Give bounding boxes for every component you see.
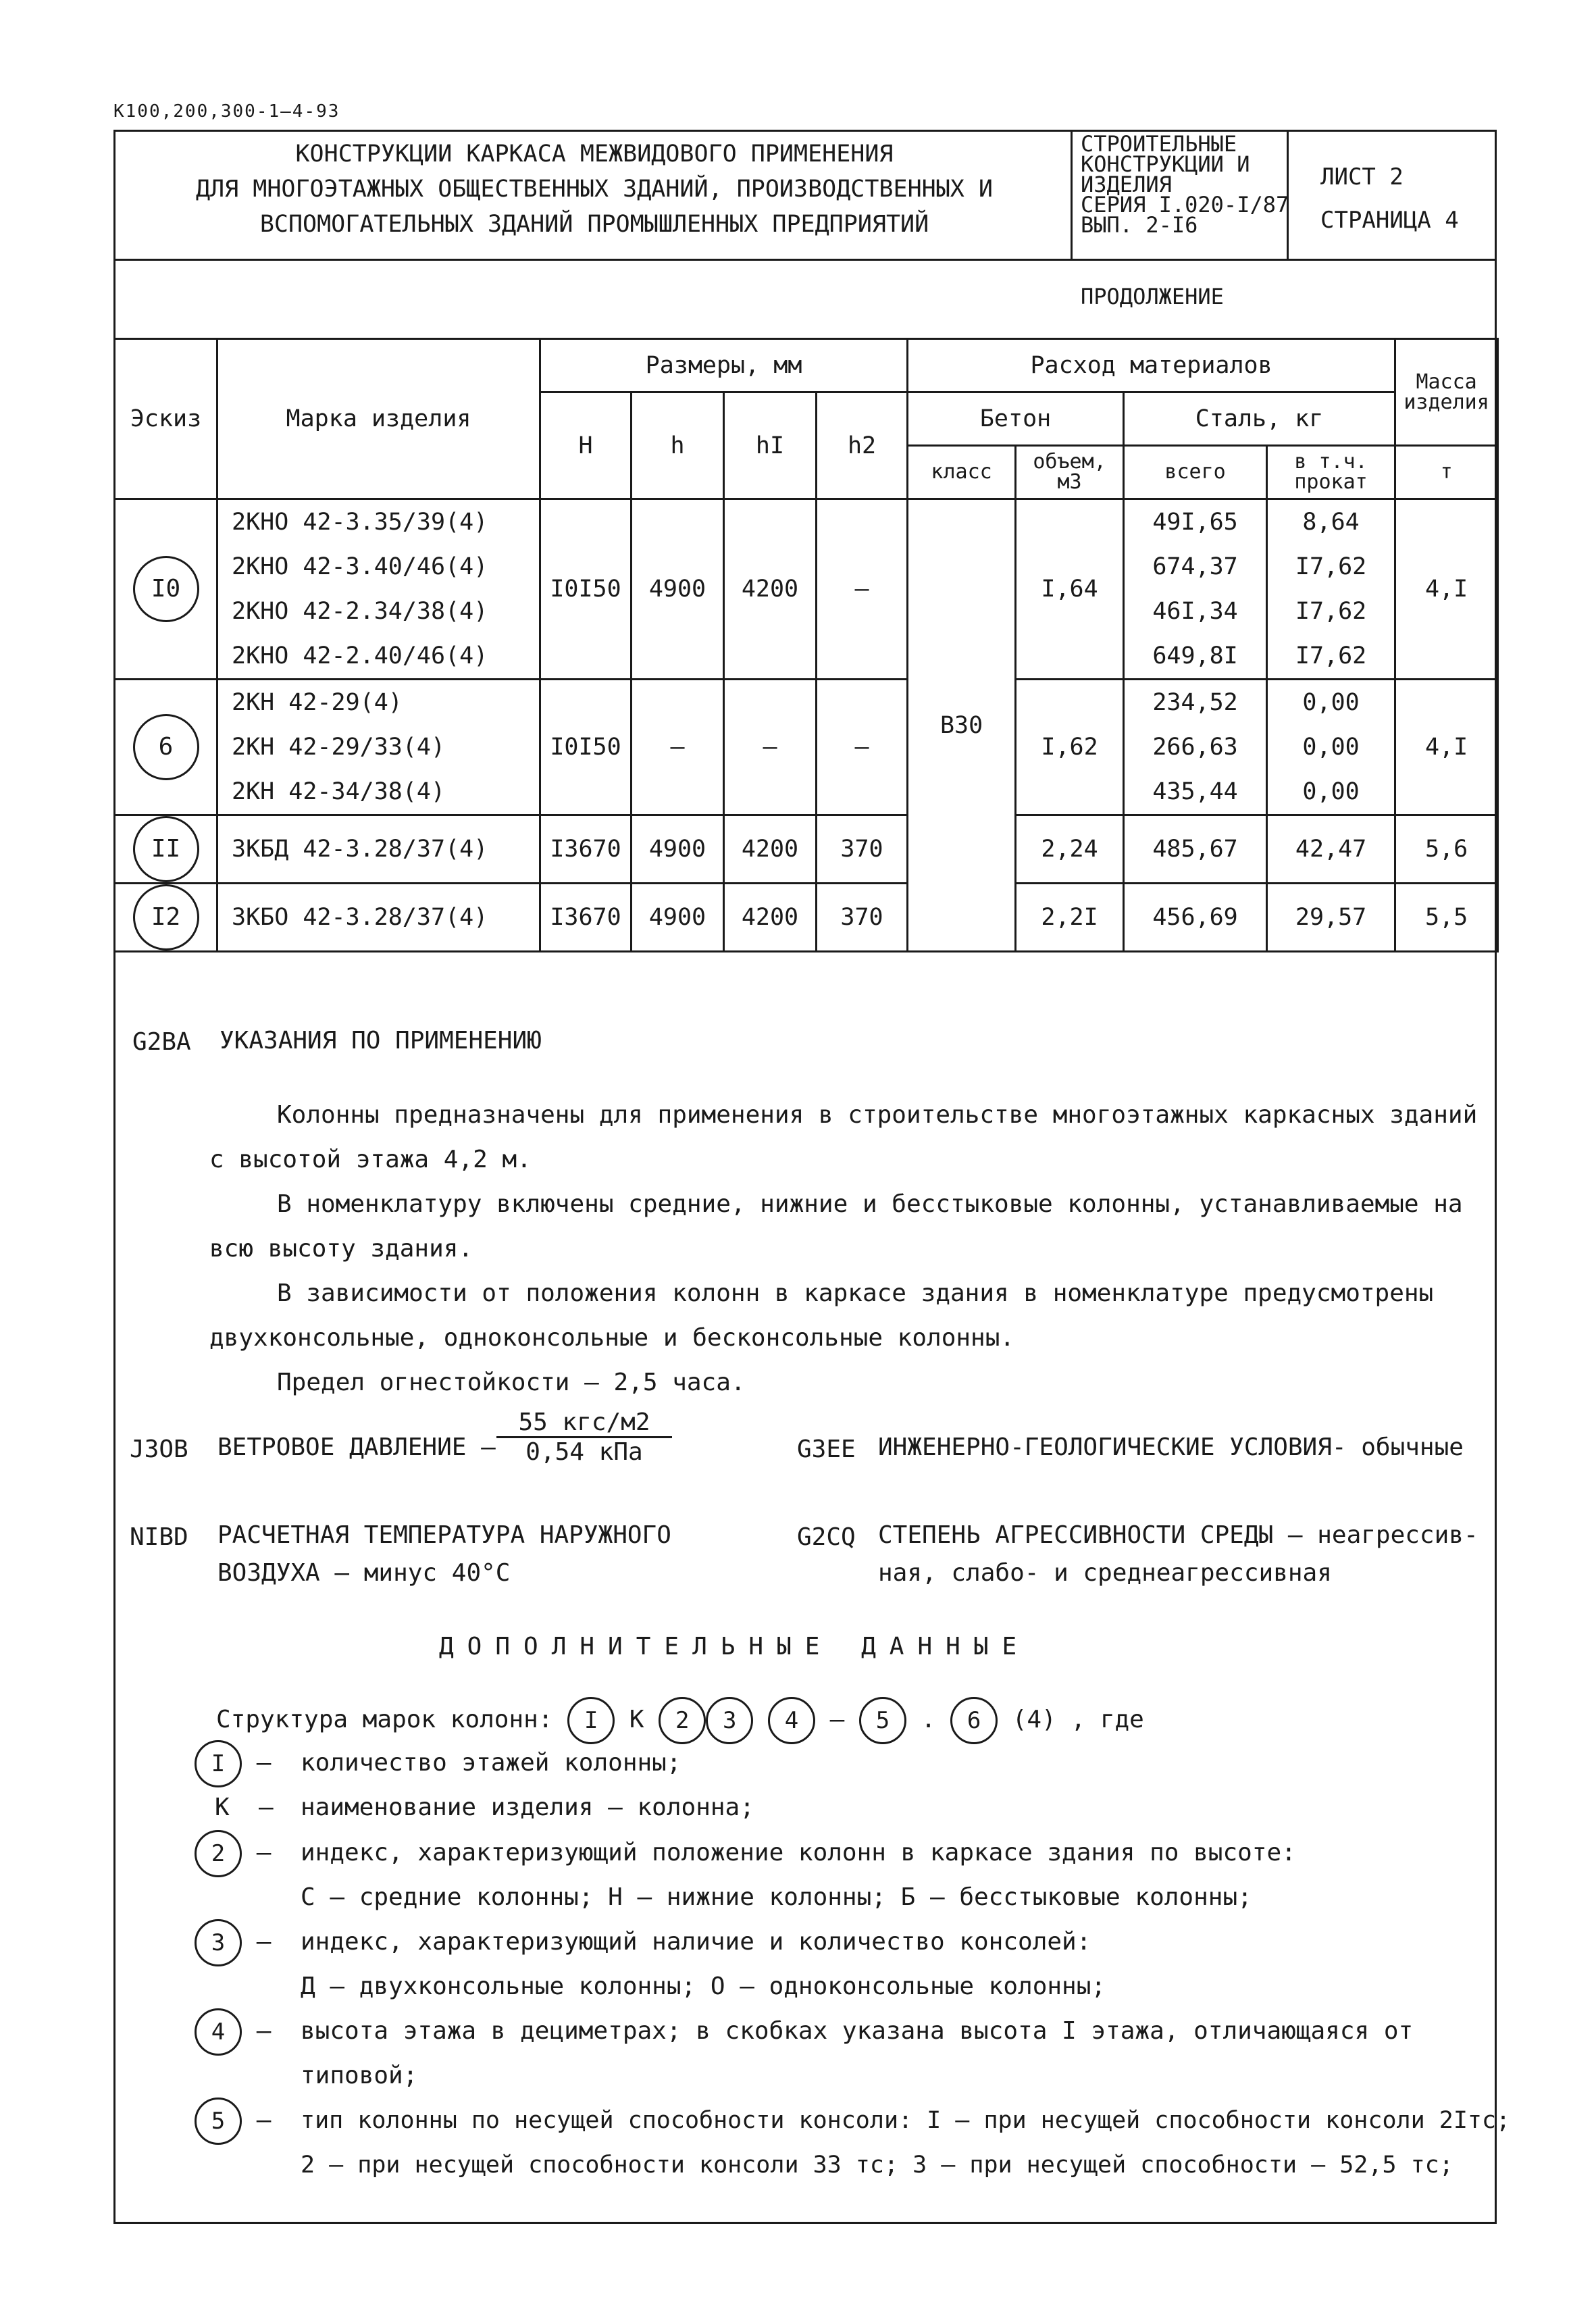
aggr-line-1: СТЕПЕНЬ АГРЕССИВНОСТИ СРЕДЫ – неагрессив- bbox=[878, 1521, 1478, 1549]
sheet-block bbox=[1320, 155, 1459, 242]
table-row bbox=[115, 884, 1498, 952]
legend-text: С – средние колонны; Н – нижние колонны; Б – бесстыковые колонны; bbox=[301, 1883, 1252, 1911]
aggr-code: G2CQ bbox=[797, 1523, 856, 1551]
H-cell: I3670 bbox=[540, 815, 632, 884]
rolled-value: 0,00 bbox=[1302, 734, 1360, 761]
usage-line: Колонны предназначены для применения в строительстве многоэтажных каркасных зданий bbox=[277, 1101, 1478, 1129]
col-class: класс bbox=[908, 446, 1016, 499]
structure-mark-3: 3 bbox=[706, 1697, 753, 1744]
table-row bbox=[115, 815, 1498, 884]
usage-line: В зависимости от положения колонн в каркасе здания в номенклатуре предусмотрены bbox=[277, 1279, 1434, 1307]
temp-code: NIBD bbox=[130, 1523, 188, 1551]
structure-where: , где bbox=[1071, 1706, 1144, 1733]
title-line-3: ВСПОМОГАТЕЛЬНЫХ ЗДАНИЙ ПРОМЫШЛЕННЫХ ПРЕДПРИЯТИЙ bbox=[259, 211, 929, 238]
col-sizes: Размеры, мм bbox=[540, 339, 908, 392]
col-mark: Марка изделия bbox=[217, 339, 540, 499]
sketch-circle: 6 bbox=[133, 714, 199, 780]
concrete-class-cell: В30 bbox=[908, 499, 1016, 952]
sketch-circle: II bbox=[133, 816, 199, 882]
structure-label: Структура марок колонн: bbox=[216, 1706, 553, 1733]
volume-cell: I,62 bbox=[1016, 680, 1124, 815]
mark-cell: ЗКБД 42-3.28/37(4) bbox=[217, 815, 540, 884]
h2-cell: – bbox=[817, 680, 908, 815]
rolled-cell: 42,47 bbox=[1267, 815, 1395, 884]
rolled-cell bbox=[1267, 499, 1395, 680]
col-mass: Масса изделия bbox=[1395, 339, 1498, 446]
legend-mark: 4 bbox=[195, 2008, 242, 2056]
aggr-line-2: ная, слабо- и среднеагрессивная bbox=[878, 1559, 1332, 1587]
mark-item: 2КНО 42-3.35/39(4) bbox=[232, 509, 488, 536]
col-mass-unit: т bbox=[1395, 446, 1498, 499]
col-total: всего bbox=[1124, 446, 1267, 499]
structure-dot: . bbox=[921, 1706, 936, 1733]
h-cell: 4900 bbox=[632, 815, 724, 884]
mark-cell bbox=[217, 680, 540, 815]
page-number: СТРАНИЦА 4 bbox=[1320, 207, 1459, 234]
total-value: 46I,34 bbox=[1152, 598, 1238, 625]
continuation-label: ПРОДОЛЖЕНИЕ bbox=[1081, 284, 1224, 309]
wind-numerator: 55 кгс/м2 bbox=[496, 1408, 672, 1438]
wind-code: J3OB bbox=[130, 1435, 188, 1463]
volume-cell: I,64 bbox=[1016, 499, 1124, 680]
rolled-cell bbox=[1267, 680, 1395, 815]
usage-line: Предел огнестойкости – 2,5 часа. bbox=[277, 1369, 746, 1396]
legend-text: количество этажей колонны; bbox=[301, 1749, 681, 1777]
legend-mark: I bbox=[195, 1740, 242, 1787]
legend-text: 2 – при несущей способности консоли 33 тс; 3 – при несущей способности – 52,5 тс; bbox=[301, 2152, 1453, 2179]
h-cell: 4900 bbox=[632, 499, 724, 680]
document-title bbox=[155, 136, 1033, 242]
col-concrete: Бетон bbox=[908, 392, 1124, 446]
rolled-value: 0,00 bbox=[1302, 689, 1360, 716]
title-line-2: ДЛЯ МНОГОЭТАЖНЫХ ОБЩЕСТВЕННЫХ ЗДАНИЙ, ПРОИЗВОДСТВЕННЫХ И bbox=[195, 176, 994, 203]
legend-mark: К bbox=[215, 1794, 230, 1821]
series-block bbox=[1081, 131, 1289, 238]
total-value: 266,63 bbox=[1152, 734, 1238, 761]
structure-mark-4: 4 bbox=[768, 1697, 815, 1744]
legend-mark: 3 bbox=[195, 1919, 242, 1966]
structure-dash: – bbox=[829, 1706, 845, 1733]
legend-dash: – bbox=[256, 2106, 272, 2134]
total-value: 649,8I bbox=[1152, 642, 1238, 669]
legend-dash: – bbox=[256, 1839, 272, 1866]
mark-item: 2КНО 42-2.40/46(4) bbox=[232, 642, 488, 669]
usage-line: с высотой этажа 4,2 м. bbox=[209, 1146, 532, 1173]
legend-text: наименование изделия – колонна; bbox=[301, 1794, 754, 1821]
usage-code: G2BA bbox=[132, 1028, 191, 1056]
structure-mark-5: 5 bbox=[859, 1697, 906, 1744]
mark-cell bbox=[217, 499, 540, 680]
rolled-value: 0,00 bbox=[1302, 778, 1360, 805]
total-cell bbox=[1124, 680, 1267, 815]
title-line-1: КОНСТРУКЦИИ КАРКАСА МЕЖВИДОВОГО ПРИМЕНЕНИЯ bbox=[295, 141, 894, 168]
wind-denominator: 0,54 кПа bbox=[525, 1438, 643, 1466]
h-cell: 4900 bbox=[632, 884, 724, 952]
header-bottom-line bbox=[113, 259, 1497, 261]
total-cell: 456,69 bbox=[1124, 884, 1267, 952]
legend-text: типовой; bbox=[301, 2062, 418, 2089]
legend-text: тип колонны по несущей способности консоли: I – при несущей способности консоли 2Iтс; bbox=[301, 2107, 1511, 2134]
legend-text: индекс, характеризующий положение колонн в каркасе здания по высоте: bbox=[301, 1839, 1296, 1866]
total-value: 49I,65 bbox=[1152, 509, 1238, 536]
H-cell: I0I50 bbox=[540, 499, 632, 680]
col-materials: Расход материалов bbox=[908, 339, 1395, 392]
sketch-cell bbox=[115, 680, 217, 815]
sheet-number: ЛИСТ 2 bbox=[1320, 163, 1404, 190]
h2-cell: – bbox=[817, 499, 908, 680]
legend-item bbox=[195, 1915, 271, 1969]
mark-item: 2КН 42-29/33(4) bbox=[232, 734, 446, 761]
usage-line: всю высоту здания. bbox=[209, 1235, 473, 1263]
series-line: СЕРИЯ I.020-I/87 bbox=[1081, 192, 1289, 218]
structure-mark-1: I bbox=[567, 1697, 615, 1744]
geo-code: G3EE bbox=[797, 1435, 856, 1463]
usage-line: двухконсольные, одноконсольные и бесконсольные колонны. bbox=[209, 1324, 1015, 1352]
total-value: 234,52 bbox=[1152, 689, 1238, 716]
mark-item: 2КН 42-29(4) bbox=[232, 689, 403, 716]
series-line: СТРОИТЕЛЬНЫЕ bbox=[1081, 131, 1237, 157]
structure-line bbox=[216, 1693, 1144, 1747]
usage-line: В номенклатуру включены средние, нижние и бесстыковые колонны, устанавливаемые на bbox=[277, 1190, 1463, 1218]
table-row bbox=[115, 499, 1498, 680]
mass-cell: 5,6 bbox=[1395, 815, 1498, 884]
wind-label: ВЕТРОВОЕ ДАВЛЕНИЕ – bbox=[217, 1433, 496, 1461]
legend-item bbox=[195, 2093, 271, 2147]
total-cell bbox=[1124, 499, 1267, 680]
series-line: ВЫП. 2-I6 bbox=[1081, 212, 1198, 238]
geo-text: ИНЖЕНЕРНО-ГЕОЛОГИЧЕСКИЕ УСЛОВИЯ- обычные bbox=[878, 1433, 1464, 1461]
wind-fraction bbox=[496, 1408, 672, 1466]
header-divider-1 bbox=[1071, 130, 1073, 259]
h-cell: – bbox=[632, 680, 724, 815]
col-H: Н bbox=[540, 392, 632, 499]
specification-table bbox=[113, 338, 1499, 952]
h1-cell: 4200 bbox=[724, 815, 817, 884]
H-cell: I0I50 bbox=[540, 680, 632, 815]
total-value: 435,44 bbox=[1152, 778, 1238, 805]
temp-line-2: ВОЗДУХА – минус 40°С bbox=[217, 1559, 511, 1587]
rolled-value: I7,62 bbox=[1295, 553, 1367, 580]
h2-cell: 370 bbox=[817, 884, 908, 952]
col-rolled: в т.ч. прокат bbox=[1267, 446, 1395, 499]
h1-cell: 4200 bbox=[724, 499, 817, 680]
series-line: ИЗДЕЛИЯ bbox=[1081, 172, 1172, 197]
col-h1: hI bbox=[724, 392, 817, 499]
structure-mark-2: 2 bbox=[659, 1697, 706, 1744]
table-row bbox=[115, 680, 1498, 815]
rolled-value: I7,62 bbox=[1295, 598, 1367, 625]
legend-dash: – bbox=[256, 1928, 272, 1956]
legend-dash: – bbox=[259, 1794, 274, 1821]
h1-cell: – bbox=[724, 680, 817, 815]
col-h: h bbox=[632, 392, 724, 499]
usage-title: УКАЗАНИЯ ПО ПРИМЕНЕНИЮ bbox=[220, 1027, 542, 1054]
legend-dash: – bbox=[256, 1749, 272, 1777]
rolled-value: I7,62 bbox=[1295, 642, 1367, 669]
mark-item: 2КН 42-34/38(4) bbox=[232, 778, 446, 805]
H-cell: I3670 bbox=[540, 884, 632, 952]
document-code: K100,200,300-1—4-93 bbox=[113, 101, 340, 122]
legend-item bbox=[215, 1785, 274, 1830]
volume-cell: 2,2I bbox=[1016, 884, 1124, 952]
sketch-circle: I0 bbox=[133, 556, 199, 622]
sketch-circle: I2 bbox=[133, 884, 199, 950]
series-line: КОНСТРУКЦИИ И bbox=[1081, 151, 1250, 177]
legend-mark: 5 bbox=[195, 2098, 242, 2145]
sketch-cell bbox=[115, 499, 217, 680]
rolled-value: 8,64 bbox=[1302, 509, 1360, 536]
sketch-cell bbox=[115, 884, 217, 952]
col-sketch: Эскиз bbox=[115, 339, 217, 499]
col-steel: Сталь, кг bbox=[1124, 392, 1395, 446]
mark-cell: ЗКБО 42-3.28/37(4) bbox=[217, 884, 540, 952]
mark-item: 2КНО 42-3.40/46(4) bbox=[232, 553, 488, 580]
legend-text: Д – двухконсольные колонны; О – одноконсольные колонны; bbox=[301, 1973, 1106, 2000]
legend-text: высота этажа в дециметрах; в скобках указана высота I этажа, отличающаяся от bbox=[301, 2017, 1414, 2045]
legend-item bbox=[195, 1826, 271, 1880]
structure-paren: (4) bbox=[1012, 1706, 1056, 1733]
h2-cell: 370 bbox=[817, 815, 908, 884]
mass-cell: 5,5 bbox=[1395, 884, 1498, 952]
extra-title: ДОПОЛНИТЕЛЬНЫЕ ДАННЫЕ bbox=[439, 1633, 1031, 1660]
structure-mark-6: 6 bbox=[950, 1697, 998, 1744]
legend-dash: – bbox=[256, 2017, 272, 2045]
legend-mark: 2 bbox=[195, 1830, 242, 1877]
h1-cell: 4200 bbox=[724, 884, 817, 952]
legend-item bbox=[195, 2004, 271, 2058]
structure-k: К bbox=[629, 1706, 644, 1733]
col-h2: h2 bbox=[817, 392, 908, 499]
temp-line-1: РАСЧЕТНАЯ ТЕМПЕРАТУРА НАРУЖНОГО bbox=[217, 1521, 671, 1549]
volume-cell: 2,24 bbox=[1016, 815, 1124, 884]
mass-cell: 4,I bbox=[1395, 499, 1498, 680]
legend-item bbox=[195, 1736, 271, 1790]
total-value: 674,37 bbox=[1152, 553, 1238, 580]
mass-cell: 4,I bbox=[1395, 680, 1498, 815]
col-volume: объем, м3 bbox=[1016, 446, 1124, 499]
rolled-cell: 29,57 bbox=[1267, 884, 1395, 952]
sketch-cell bbox=[115, 815, 217, 884]
total-cell: 485,67 bbox=[1124, 815, 1267, 884]
mark-item: 2КНО 42-2.34/38(4) bbox=[232, 598, 488, 625]
legend-text: индекс, характеризующий наличие и количество консолей: bbox=[301, 1928, 1091, 1956]
